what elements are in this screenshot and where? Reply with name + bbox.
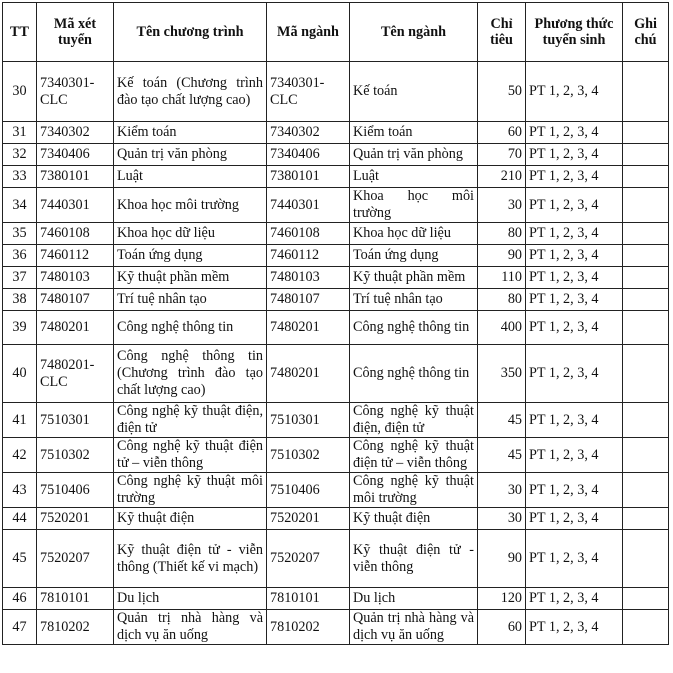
- cell-program: Trí tuệ nhân tạo: [114, 289, 267, 311]
- cell-note: [623, 62, 669, 122]
- cell-program: Kỹ thuật điện tử - viễn thông (Thiết kế vi mạch): [114, 530, 267, 588]
- cell-code: 7510302: [37, 438, 114, 473]
- cell-method: PT 1, 2, 3, 4: [526, 508, 623, 530]
- cell-method: PT 1, 2, 3, 4: [526, 144, 623, 166]
- cell-major-name: Khoa học dữ liệu: [350, 223, 478, 245]
- cell-major-name: Khoa học môi trường: [350, 188, 478, 223]
- header-code: Mã xét tuyển: [37, 3, 114, 62]
- cell-major-code: 7340301-CLC: [267, 62, 350, 122]
- cell-code: 7480201: [37, 311, 114, 345]
- cell-major-name: Kế toán: [350, 62, 478, 122]
- cell-tt: 33: [3, 166, 37, 188]
- cell-program: Kế toán (Chương trình đào tạo chất lượng cao): [114, 62, 267, 122]
- table-row: [3, 588, 669, 610]
- cell-program: Công nghệ thông tin: [114, 311, 267, 345]
- cell-program: Luật: [114, 166, 267, 188]
- cell-major-name: Quản trị văn phòng: [350, 144, 478, 166]
- cell-major-code: 7810202: [267, 610, 350, 645]
- cell-quota: 80: [478, 223, 526, 245]
- cell-method: PT 1, 2, 3, 4: [526, 311, 623, 345]
- cell-code: 7380101: [37, 166, 114, 188]
- cell-major-name: Kỹ thuật điện: [350, 508, 478, 530]
- cell-note: [623, 403, 669, 438]
- cell-program: Công nghệ kỹ thuật điện, điện tử: [114, 403, 267, 438]
- cell-tt: 46: [3, 588, 37, 610]
- cell-note: [623, 508, 669, 530]
- cell-major-name: Công nghệ kỹ thuật điện tử – viễn thông: [350, 438, 478, 473]
- table-row: [3, 122, 669, 144]
- cell-method: PT 1, 2, 3, 4: [526, 345, 623, 403]
- cell-major-name: Kiểm toán: [350, 122, 478, 144]
- cell-program: Công nghệ thông tin (Chương trình đào tạo chất lượng cao): [114, 345, 267, 403]
- cell-program: Kiểm toán: [114, 122, 267, 144]
- cell-note: [623, 610, 669, 645]
- cell-code: 7460108: [37, 223, 114, 245]
- cell-quota: 30: [478, 508, 526, 530]
- cell-quota: 50: [478, 62, 526, 122]
- cell-major-name: Du lịch: [350, 588, 478, 610]
- cell-method: PT 1, 2, 3, 4: [526, 62, 623, 122]
- cell-major-code: 7460108: [267, 223, 350, 245]
- cell-tt: 31: [3, 122, 37, 144]
- cell-note: [623, 122, 669, 144]
- header-tt: TT: [3, 3, 37, 62]
- cell-note: [623, 223, 669, 245]
- cell-method: PT 1, 2, 3, 4: [526, 588, 623, 610]
- admissions-table: [2, 2, 669, 645]
- cell-method: PT 1, 2, 3, 4: [526, 610, 623, 645]
- cell-note: [623, 530, 669, 588]
- cell-method: PT 1, 2, 3, 4: [526, 473, 623, 508]
- cell-program: Kỹ thuật điện: [114, 508, 267, 530]
- table-row: [3, 438, 669, 473]
- cell-tt: 44: [3, 508, 37, 530]
- cell-quota: 30: [478, 188, 526, 223]
- cell-method: PT 1, 2, 3, 4: [526, 223, 623, 245]
- table-row: [3, 267, 669, 289]
- cell-tt: 34: [3, 188, 37, 223]
- cell-tt: 36: [3, 245, 37, 267]
- cell-major-code: 7510301: [267, 403, 350, 438]
- cell-major-code: 7480107: [267, 289, 350, 311]
- cell-quota: 60: [478, 122, 526, 144]
- cell-tt: 37: [3, 267, 37, 289]
- cell-quota: 70: [478, 144, 526, 166]
- cell-major-code: 7340302: [267, 122, 350, 144]
- cell-code: 7480107: [37, 289, 114, 311]
- cell-code: 7510406: [37, 473, 114, 508]
- cell-method: PT 1, 2, 3, 4: [526, 245, 623, 267]
- table-row: [3, 473, 669, 508]
- cell-major-code: 7480103: [267, 267, 350, 289]
- cell-quota: 350: [478, 345, 526, 403]
- cell-method: PT 1, 2, 3, 4: [526, 403, 623, 438]
- table-row: [3, 144, 669, 166]
- cell-program: Công nghệ kỹ thuật điện tử – viễn thông: [114, 438, 267, 473]
- cell-code: 7440301: [37, 188, 114, 223]
- cell-tt: 38: [3, 289, 37, 311]
- cell-note: [623, 166, 669, 188]
- header-program: Tên chương trình: [114, 3, 267, 62]
- table-row: [3, 245, 669, 267]
- table-row: [3, 289, 669, 311]
- cell-tt: 47: [3, 610, 37, 645]
- cell-note: [623, 289, 669, 311]
- cell-major-code: 7380101: [267, 166, 350, 188]
- cell-major-code: 7510302: [267, 438, 350, 473]
- cell-tt: 35: [3, 223, 37, 245]
- cell-method: PT 1, 2, 3, 4: [526, 188, 623, 223]
- cell-method: PT 1, 2, 3, 4: [526, 267, 623, 289]
- cell-code: 7510301: [37, 403, 114, 438]
- cell-program: Toán ứng dụng: [114, 245, 267, 267]
- cell-tt: 45: [3, 530, 37, 588]
- table-row: [3, 62, 669, 122]
- cell-quota: 60: [478, 610, 526, 645]
- cell-quota: 90: [478, 245, 526, 267]
- cell-tt: 43: [3, 473, 37, 508]
- cell-note: [623, 188, 669, 223]
- cell-method: PT 1, 2, 3, 4: [526, 289, 623, 311]
- header-method: Phương thức tuyển sinh: [526, 3, 623, 62]
- header-note: Ghi chú: [623, 3, 669, 62]
- table-row: [3, 345, 669, 403]
- table-row: [3, 311, 669, 345]
- cell-code: 7340301-CLC: [37, 62, 114, 122]
- table-row: [3, 610, 669, 645]
- header-major-code: Mã ngành: [267, 3, 350, 62]
- cell-major-name: Toán ứng dụng: [350, 245, 478, 267]
- cell-major-name: Công nghệ kỹ thuật điện, điện tử: [350, 403, 478, 438]
- cell-method: PT 1, 2, 3, 4: [526, 438, 623, 473]
- cell-note: [623, 345, 669, 403]
- cell-major-code: 7480201: [267, 345, 350, 403]
- cell-major-name: Quản trị nhà hàng và dịch vụ ăn uống: [350, 610, 478, 645]
- cell-program: Kỹ thuật phần mềm: [114, 267, 267, 289]
- cell-note: [623, 144, 669, 166]
- cell-code: 7810101: [37, 588, 114, 610]
- header-row: [3, 3, 669, 62]
- cell-major-name: Kỹ thuật phần mềm: [350, 267, 478, 289]
- cell-quota: 210: [478, 166, 526, 188]
- cell-major-name: Trí tuệ nhân tạo: [350, 289, 478, 311]
- cell-note: [623, 245, 669, 267]
- cell-tt: 42: [3, 438, 37, 473]
- cell-tt: 32: [3, 144, 37, 166]
- header-quota: Chỉ tiêu: [478, 3, 526, 62]
- cell-quota: 80: [478, 289, 526, 311]
- cell-major-code: 7460112: [267, 245, 350, 267]
- cell-quota: 90: [478, 530, 526, 588]
- cell-code: 7520207: [37, 530, 114, 588]
- cell-code: 7520201: [37, 508, 114, 530]
- cell-method: PT 1, 2, 3, 4: [526, 122, 623, 144]
- cell-note: [623, 438, 669, 473]
- cell-quota: 30: [478, 473, 526, 508]
- cell-program: Khoa học dữ liệu: [114, 223, 267, 245]
- table-row: [3, 403, 669, 438]
- cell-major-name: Kỹ thuật điện tử - viễn thông: [350, 530, 478, 588]
- cell-major-code: 7510406: [267, 473, 350, 508]
- cell-quota: 400: [478, 311, 526, 345]
- cell-program: Công nghệ kỹ thuật môi trường: [114, 473, 267, 508]
- cell-note: [623, 588, 669, 610]
- cell-code: 7810202: [37, 610, 114, 645]
- header-major-name: Tên ngành: [350, 3, 478, 62]
- cell-quota: 45: [478, 403, 526, 438]
- cell-major-name: Luật: [350, 166, 478, 188]
- cell-major-name: Công nghệ thông tin: [350, 311, 478, 345]
- cell-major-code: 7440301: [267, 188, 350, 223]
- cell-code: 7340406: [37, 144, 114, 166]
- cell-note: [623, 311, 669, 345]
- cell-major-code: 7480201: [267, 311, 350, 345]
- cell-method: PT 1, 2, 3, 4: [526, 166, 623, 188]
- cell-program: Quản trị nhà hàng và dịch vụ ăn uống: [114, 610, 267, 645]
- table-row: [3, 166, 669, 188]
- table-row: [3, 530, 669, 588]
- cell-tt: 40: [3, 345, 37, 403]
- cell-code: 7480103: [37, 267, 114, 289]
- cell-program: Quản trị văn phòng: [114, 144, 267, 166]
- cell-note: [623, 267, 669, 289]
- cell-quota: 120: [478, 588, 526, 610]
- cell-quota: 45: [478, 438, 526, 473]
- cell-program: Khoa học môi trường: [114, 188, 267, 223]
- cell-quota: 110: [478, 267, 526, 289]
- cell-program: Du lịch: [114, 588, 267, 610]
- cell-major-code: 7520201: [267, 508, 350, 530]
- cell-tt: 39: [3, 311, 37, 345]
- table-body: [3, 62, 669, 645]
- cell-major-code: 7520207: [267, 530, 350, 588]
- cell-major-code: 7340406: [267, 144, 350, 166]
- table-row: [3, 223, 669, 245]
- cell-code: 7460112: [37, 245, 114, 267]
- cell-major-code: 7810101: [267, 588, 350, 610]
- cell-tt: 41: [3, 403, 37, 438]
- table-row: [3, 508, 669, 530]
- cell-code: 7340302: [37, 122, 114, 144]
- cell-code: 7480201-CLC: [37, 345, 114, 403]
- cell-tt: 30: [3, 62, 37, 122]
- cell-note: [623, 473, 669, 508]
- cell-major-name: Công nghệ thông tin: [350, 345, 478, 403]
- cell-major-name: Công nghệ kỹ thuật môi trường: [350, 473, 478, 508]
- table-row: [3, 188, 669, 223]
- cell-method: PT 1, 2, 3, 4: [526, 530, 623, 588]
